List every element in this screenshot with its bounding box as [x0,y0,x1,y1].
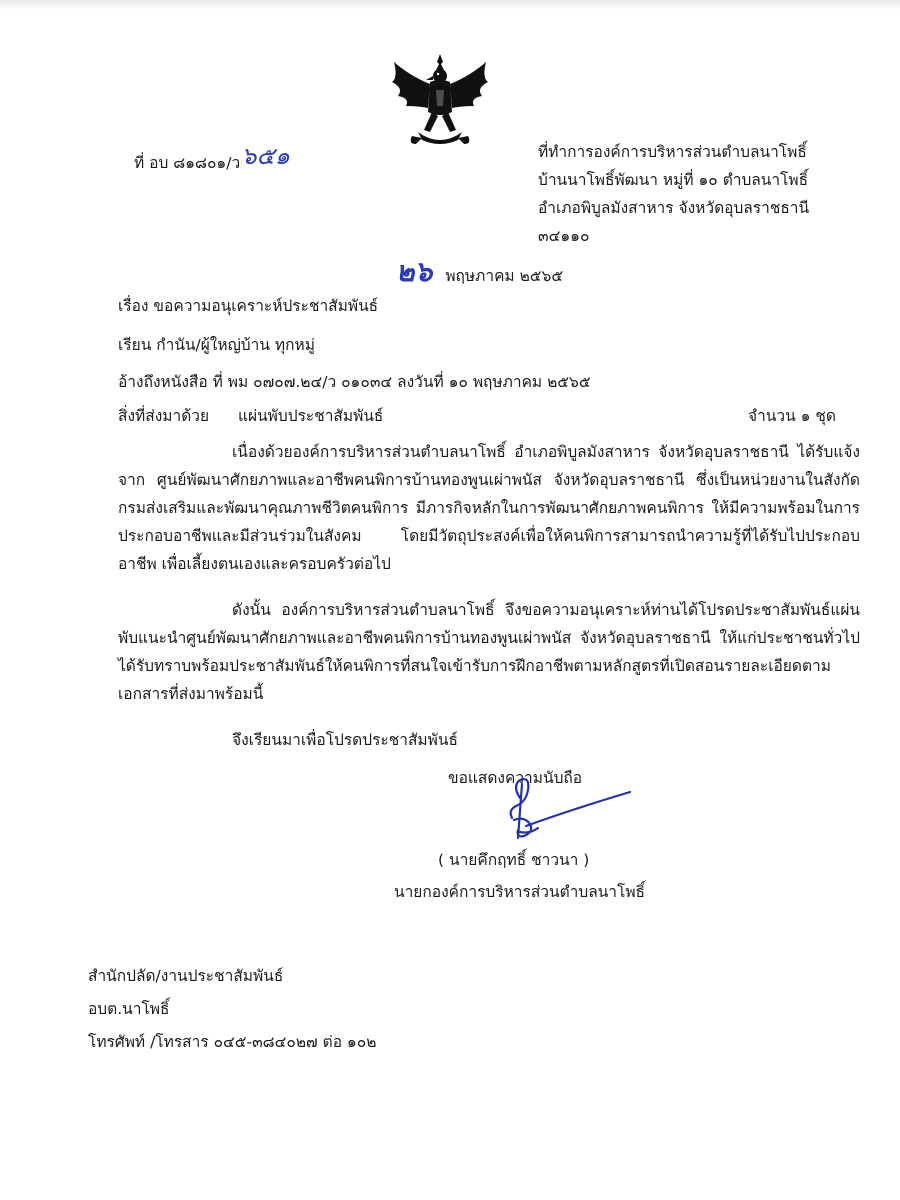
handwritten-signature-icon [490,768,640,858]
office-address [538,138,809,250]
signatory-position: นายกองค์การบริหารส่วนตำบลนาโพธิ์ [394,883,646,901]
signature-salutation: ขอแสดงความนับถือ [448,769,583,787]
enclosure-label: สิ่งที่ส่งมาด้วย [118,407,210,425]
ref-number-handwritten: ๖๕๑ [241,142,290,170]
letter-recipient: เรียน กำนัน/ผู้ใหญ่บ้าน ทุกหมู่ [118,336,315,354]
closing-line: จึงเรียนมาเพื่อโปรดประชาสัมพันธ์ [232,731,458,749]
address-line-3: อำเภอพิบูลมังสาหาร จังหวัดอุบลราชธานี [538,199,810,217]
ref-number [134,142,290,173]
footer-org: อบต.นาโพธิ์ [88,1000,170,1018]
scan-edge [0,0,900,10]
date-month-year: พฤษภาคม ๒๕๖๕ [445,267,564,285]
date-day-handwritten: ๒๖ [396,255,433,288]
letter-subject: เรื่อง ขอความอนุเคราะห์ประชาสัมพันธ์ [118,297,379,315]
footer-phone: โทรศัพท์ /โทรสาร ๐๔๕-๓๘๔๐๒๗ ต่อ ๑๐๒ [88,1033,377,1051]
letter-date [396,250,563,294]
address-line-2: บ้านนาโพธิ์พัฒนา หมู่ที่ ๑๐ ตำบลนาโพธิ์ [538,171,809,189]
footer-department: สำนักปลัด/งานประชาสัมพันธ์ [88,967,284,985]
letter-reference: อ้างถึงหนังสือ ที่ พม ๐๗๐๗.๒๔/ว ๐๑๐๓๔ ลงวันที่ ๑๐ พฤษภาคม ๒๕๖๕ [118,373,591,391]
paragraph-1-text: เนื่องด้วยองค์การบริหารส่วนตำบลนาโพธิ์ อำเภอพิบูลมังสาหาร จังหวัดอุบลราชธานี ได้รับแจ้งจาก ศูนย์พัฒนาศักยภาพและอาชีพคนพิการบ้านทองพูนเผ่าพนัส จังหวัดอุบลราชธานี ซึ่งเป็นหน่วยงานในสังกัดกรมส่งเสริมและพัฒนาคุณภาพชีวิตคนพิการ มีภารกิจหลักในการพัฒนาศักยภาพคนพิการ ให้มีความพร้อมในการประกอบอาชีพและมีส่วนร่วมในสังคม โดยมีวัตถุประสงค์เพื่อให้คนพิการสามารถนำความรู้ที่ได้รับไปประกอบอาชีพ เพื่อเลี้ยงตนเองและครอบครัวต่อไป [118,443,860,573]
enclosure-quantity: จำนวน ๑ ชุด [748,407,836,425]
body-paragraph-1 [118,438,860,578]
body-paragraph-2 [118,596,860,708]
signatory-name: ( นายคึกฤทธิ์ ชาวนา ) [438,851,590,869]
address-line-4: ๓๔๑๑๐ [538,227,590,245]
enclosure-item: แผ่นพับประชาสัมพันธ์ [238,407,384,425]
paragraph-2-text: ดังนั้น องค์การบริหารส่วนตำบลนาโพธิ์ จึงขอความอนุเคราะห์ท่านได้โปรดประชาสัมพันธ์แผ่นพับแนะนำศูนย์พัฒนาศักยภาพและอาชีพคนพิการบ้านทองพูนเผ่าพนัส จังหวัดอุบลราชธานี ให้แก่ประชาชนทั่วไปได้รับทราบพร้อมประชาสัมพันธ์ให้คนพิการที่สนใจเข้ารับการฝึกอาชีพตามหลักสูตรที่เปิดสอนรายละเอียดตามเอกสารที่ส่งมาพร้อมนี้ [118,601,860,703]
ref-number-text: ที่ อบ ๘๑๘๐๑/ว [134,154,241,172]
garuda-emblem-icon [388,52,492,148]
address-line-1: ที่ทำการองค์การบริหารส่วนตำบลนาโพธิ์ [538,143,807,161]
